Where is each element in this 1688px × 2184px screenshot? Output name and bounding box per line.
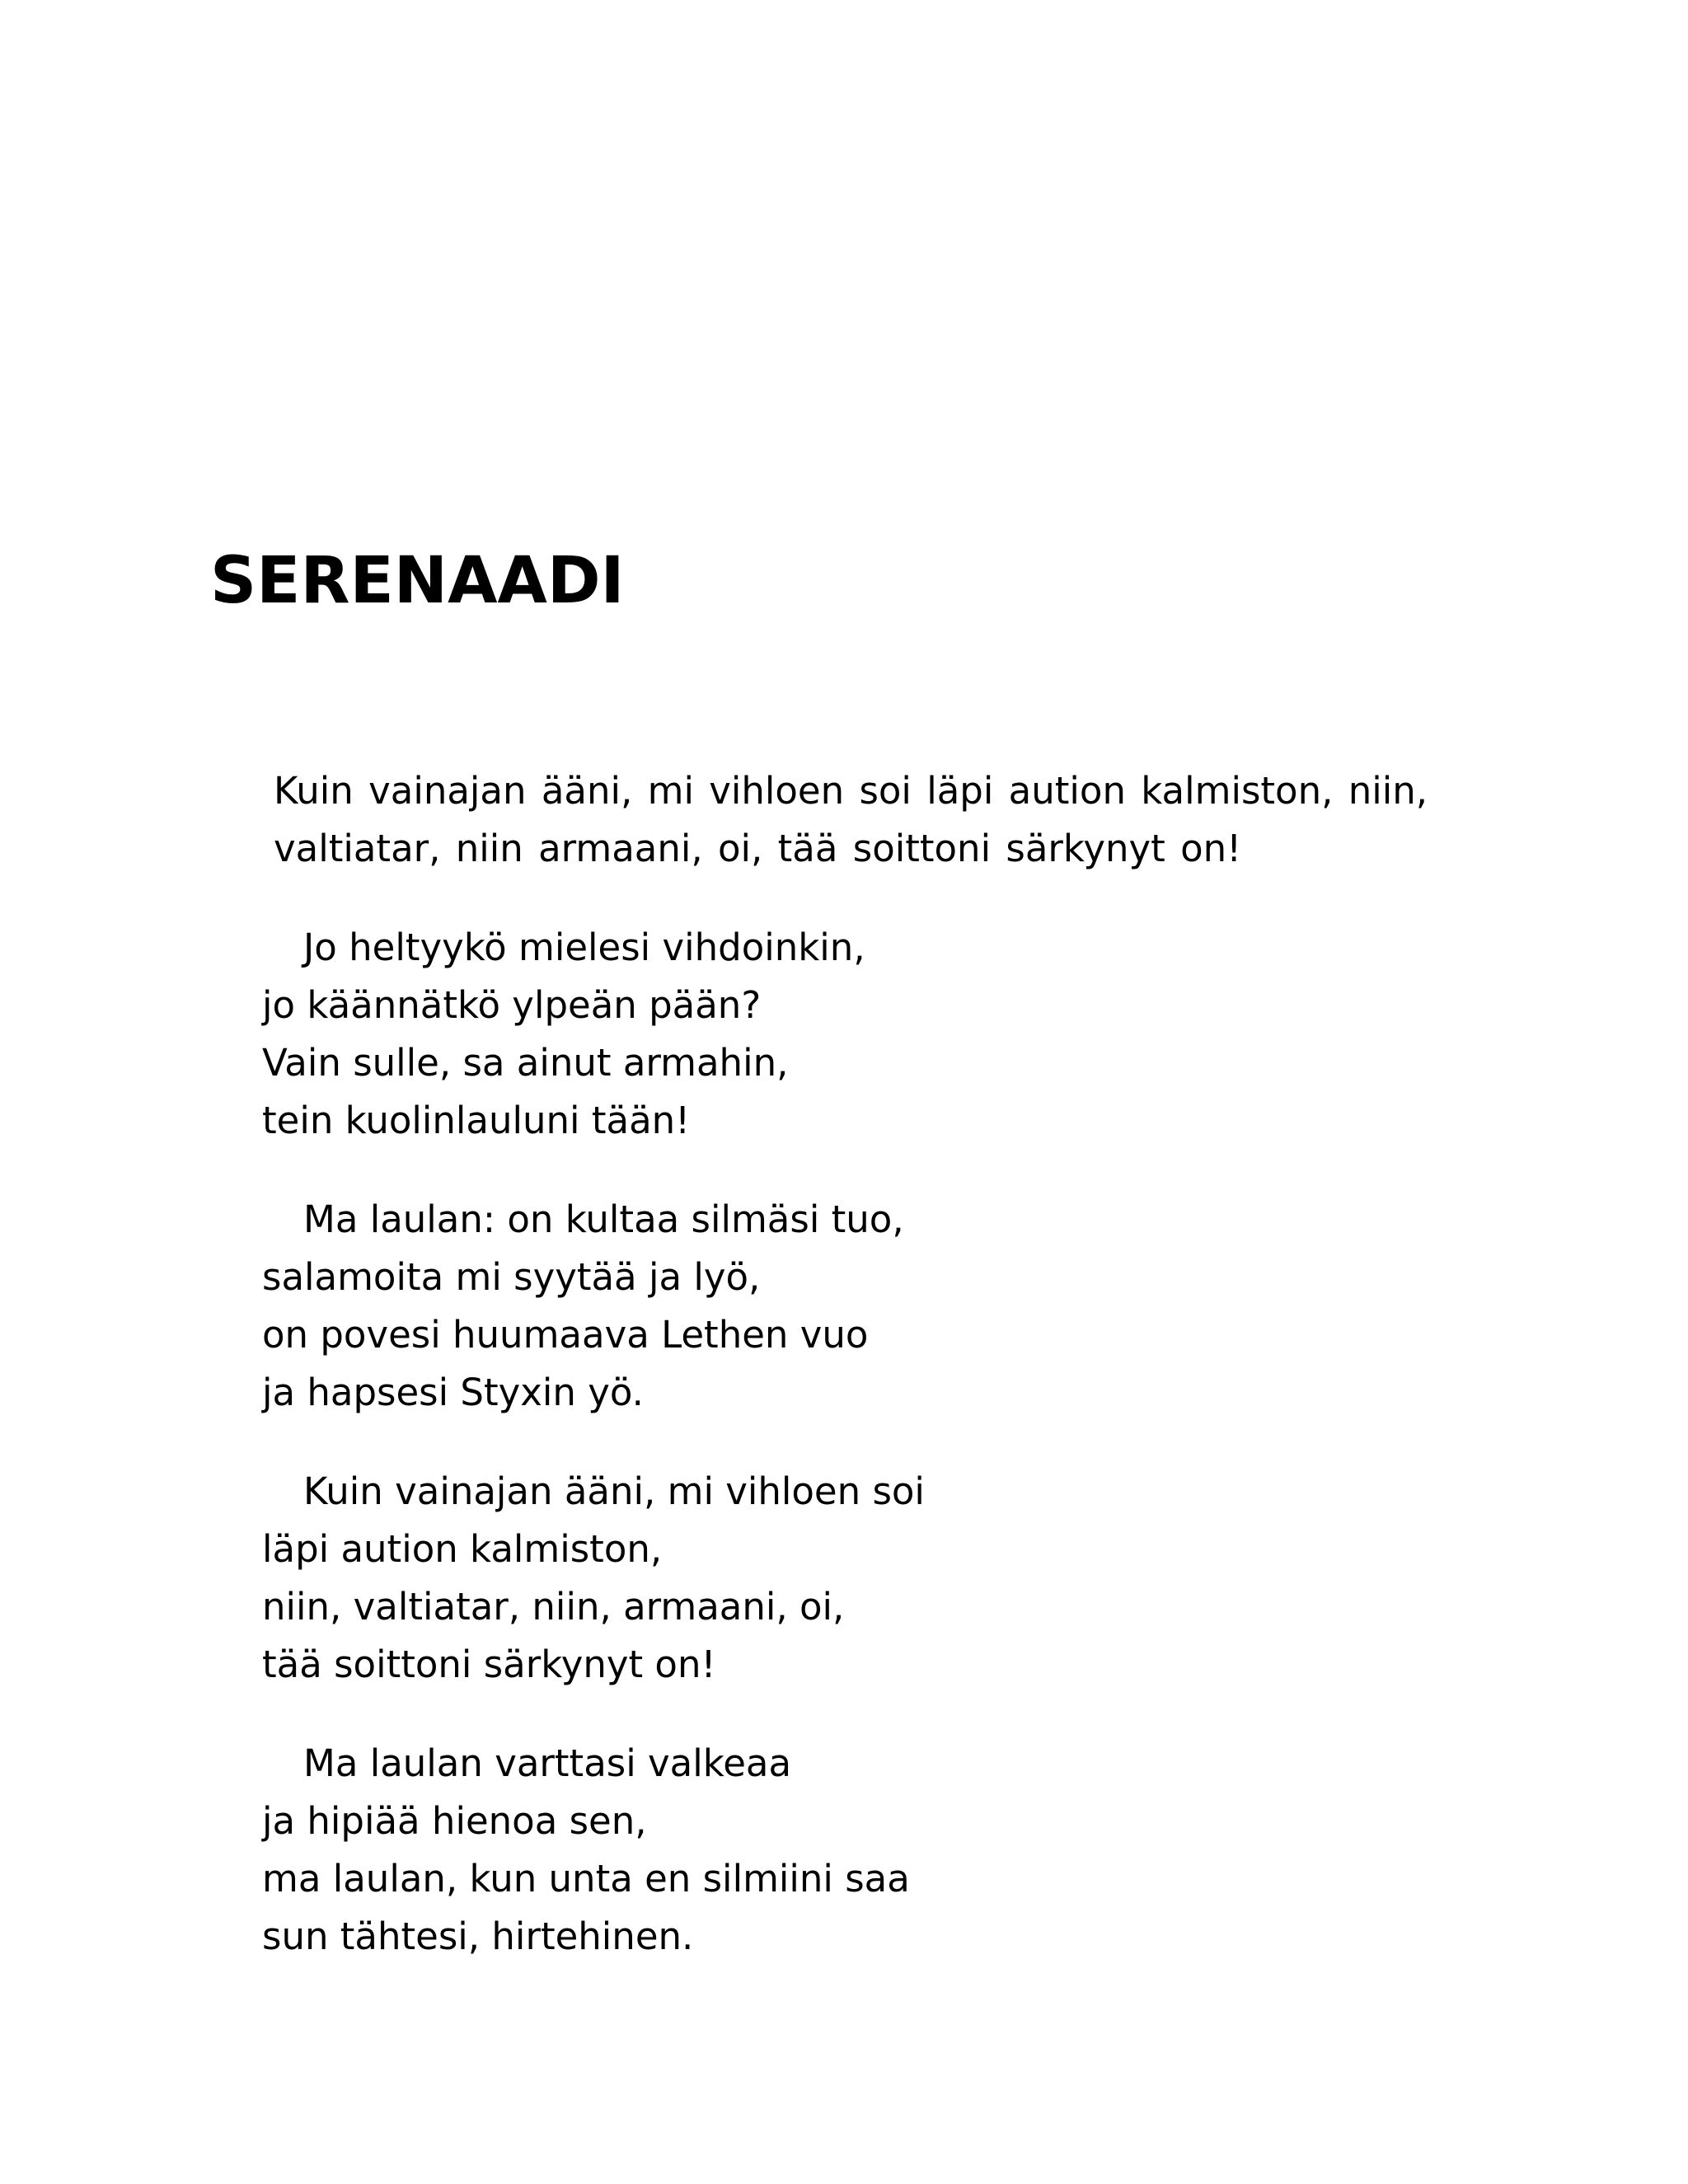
stanza-1: [262, 919, 865, 1150]
poem-line: jo käännätkö ylpeän pään?: [262, 983, 762, 1027]
poem-line: ma laulan, kun unta en silmiini saa: [262, 1857, 910, 1900]
poem-line: Ma laulan varttasi valkeaa: [303, 1741, 792, 1785]
intro-stanza: [274, 762, 1428, 878]
poem-title: SERENAADI: [210, 544, 625, 618]
poem-line: tää soittoni särkynyt on!: [262, 1643, 716, 1686]
poem-line: tein kuolinlauluni tään!: [262, 1099, 691, 1142]
poem-line: Kuin vainajan ääni, mi vihloen soi: [303, 1469, 925, 1513]
poem-line: sun tähtesi, hirtehinen.: [262, 1915, 694, 1958]
poem-line: Jo heltyykö mielesi vihdoinkin,: [303, 926, 865, 969]
poem-line: salamoita mi syytää ja lyö,: [262, 1255, 761, 1299]
poem-line: niin, valtiatar, niin, armaani, oi,: [262, 1585, 845, 1629]
poem-line: läpi aution kalmiston,: [262, 1527, 663, 1571]
poem-line: ja hapsesi Styxin yö.: [262, 1371, 644, 1414]
poem-line: Ma laulan: on kultaa silmäsi tuo,: [303, 1197, 904, 1241]
stanza-3: [262, 1463, 925, 1694]
stanza-4: [262, 1735, 910, 1966]
stanza-2: [262, 1191, 904, 1422]
poem-line: Kuin vainajan ääni, mi vihloen soi läpi aution kalmiston, niin,: [274, 769, 1428, 813]
poem-line: ja hipiää hienoa sen,: [262, 1799, 647, 1843]
poem-line: on povesi huumaava Lethen vuo: [262, 1313, 869, 1357]
poem-line: valtiatar, niin armaani, oi, tää soittoni särkynyt on!: [274, 827, 1242, 870]
poem-line: Vain sulle, sa ainut armahin,: [262, 1041, 789, 1085]
